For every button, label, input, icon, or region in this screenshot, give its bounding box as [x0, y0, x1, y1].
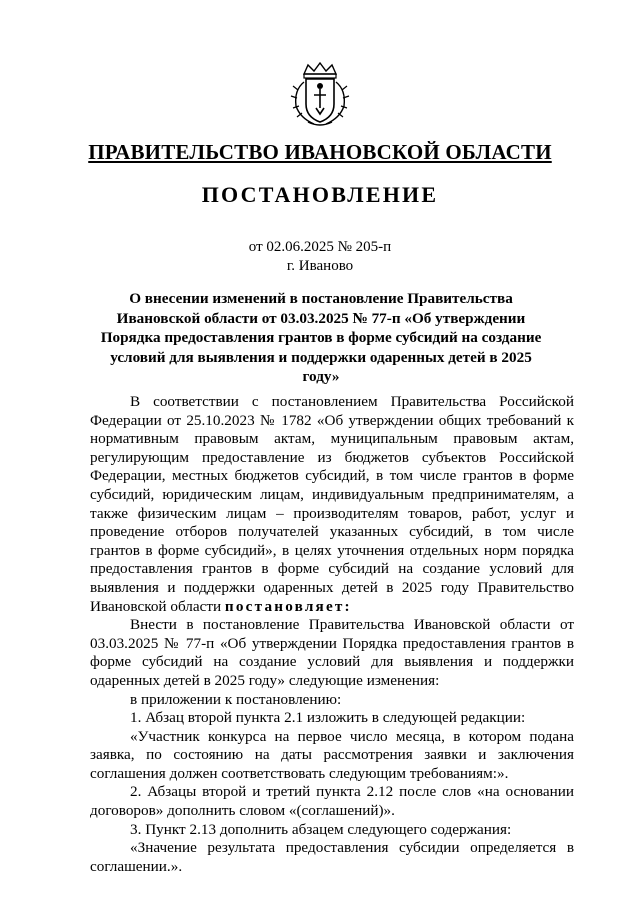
- ivanovo-coat-of-arms-icon: [290, 62, 350, 128]
- item-3-quote-paragraph: «Значение результата предоставления субсидии определяется в соглашении.».: [90, 839, 574, 875]
- preamble-paragraph: [90, 393, 574, 616]
- document-city: г. Иваново: [286, 258, 354, 274]
- preamble-text: В соответствии с постановлением Правительства Российской Федерации от 25.10.2023 № 1782 «Об утверждении общих требований к нормативным правовым актам, муниципальным правовым актам, регулирующим предоставление из бюджетов субъектов Российской Федерации, местных бюджетов субсидий, в том числе грантов в форме субсидий, юридическим лицам, индивидуальным предпринимателям, а также физическим лицам – производителям товаров, работ, услуг и проведение отборов получателей указанных субсидий, в том числе грантов в форме субсидий», в целях уточнения отдельных норм порядка предоставления грантов в форме субсидий на создание условий для выявления и поддержки одаренных детей в 2025 году Правительство Ивановской области: [90, 393, 574, 615]
- decree-word: постановляет:: [224, 597, 352, 615]
- amendment-paragraph: Внести в постановление Правительства Ивановской области от 03.03.2025 № 77-п «Об утверждении Порядка предоставления грантов в форме субсидий на создание условий для выявления и поддержки одаренных детей в 2025 году» следующие изменения:: [90, 616, 574, 689]
- item-1-paragraph: 1. Абзац второй пункта 2.1 изложить в следующей редакции:: [130, 709, 526, 727]
- document-body: [90, 393, 574, 876]
- document-type: ПОСТАНОВЛЕНИЕ: [201, 182, 439, 207]
- annex-paragraph: в приложении к постановлению:: [130, 690, 342, 708]
- item-2-paragraph: 2. Абзацы второй и третий пункта 2.12 после слов «на основании договоров» дополнить словом «(соглашений)».: [90, 783, 574, 820]
- document-date-number: от 02.06.2025 № 205-п: [248, 239, 392, 255]
- item-1-quote-paragraph: «Участник конкурса на первое число месяца, в котором подана заявка, по состоянию на даты рассмотрения заявки и заключения соглашения должен соответствовать следующим требованиям:».: [90, 727, 574, 782]
- document-title: О внесении изменений в постановление Правительства Ивановской области от 03.03.2025 № 77-п «Об утверждении Порядка предоставления грантов в форме субсидий на создание условий для выявления и поддержки одаренных детей в 2025 году»: [100, 290, 542, 386]
- organization-name: ПРАВИТЕЛЬСТВО ИВАНОВСКОЙ ОБЛАСТИ: [88, 140, 552, 164]
- item-3-paragraph: 3. Пункт 2.13 дополнить абзацем следующего содержания:: [130, 820, 512, 838]
